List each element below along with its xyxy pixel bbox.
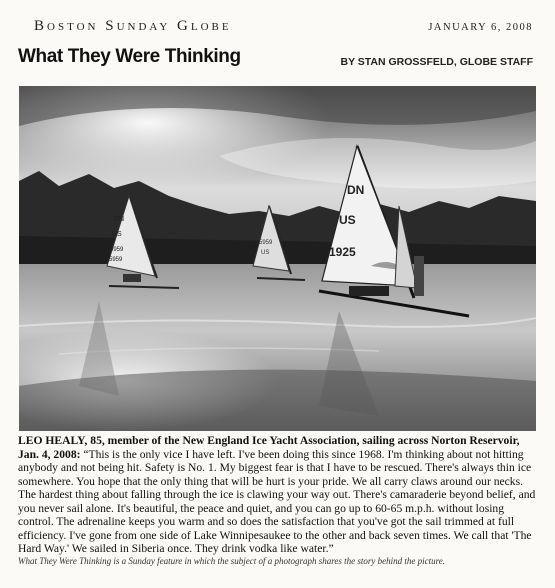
left-sail-number-1: DN [114,216,125,223]
feature-footnote: What They Were Thinking is a Sunday feature in which the subject of a photograph shares the story behind the picture. [18,556,446,566]
photo-caption [18,434,540,556]
left-sail-number-4: 5959 [109,257,123,263]
caption-lead: LEO HEALY, 85, member of the New England Ice Yacht Association, sailing across Norton Reservoir, Jan. 4, 2008: [18,434,520,461]
right-sail-number-3: 1925 [329,245,356,259]
right-sail-number-2: US [339,213,356,227]
right-sail-number-1: DN [347,183,365,197]
center-sail-number-2: US [261,250,270,256]
left-sail-number-2: US [112,231,122,238]
center-sail-number-1: 5959 [259,240,273,246]
dateline: JANUARY 6, 2008 [428,22,533,33]
byline: BY STAN GROSSFELD, GLOBE STAFF [340,56,533,68]
headline: What They Were Thinking [18,46,241,67]
caption-quote: “This is the only vice I have left. I've been doing this since 1968. I'm thinking about not hitting anybody and not being hit. Safety is No. 1. My biggest fear is that I have to be rescued. There's always thin ice somewhere. You hope that the only thing that will be hurt is your pride. We all carry claws around our necks. The hardest thing about falling through the ice is clawing your way out. There's camaraderie beyond belief, and you never sail alone. It's beautiful, the peace and quiet, and you can go up to 60-65 m.p.h. without losing control. The adrenaline keeps you warm and so does the satisfaction that you've got the sail trimmed at full efficiency. I've gone from one side of Lake Winnipesaukee to the other and back seven times. We call that 'The Hard Way.' We sailed in Siberia once. They drink vodka like water.” [18,447,536,555]
ice-yacht-photo [19,86,536,431]
masthead: Boston Sunday Globe [34,18,232,34]
left-sail-number-3: 4959 [110,247,124,253]
